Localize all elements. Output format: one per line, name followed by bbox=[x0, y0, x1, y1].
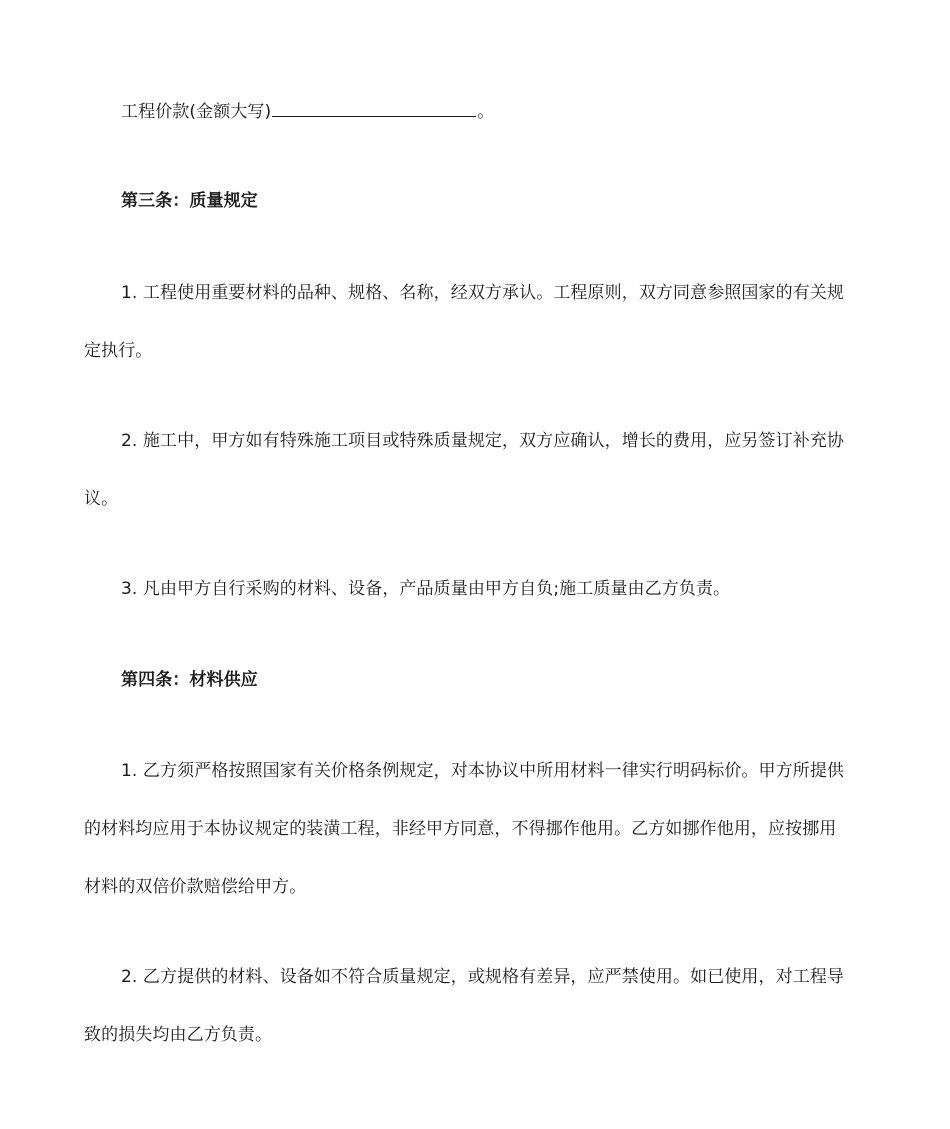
price-blank bbox=[272, 98, 476, 117]
article3-item2-line1: 2. 施工中，甲方如有特殊施工项目或特殊质量规定，双方应确认，增长的费用，应另签订补充协 bbox=[121, 431, 845, 451]
article3-item3-line1: 3. 凡由甲方自行采购的材料、设备，产品质量由甲方自负;施工质量由乙方负责。 bbox=[121, 579, 731, 599]
article4-item2-line1: 2. 乙方提供的材料、设备如不符合质量规定，或规格有差异，应严禁使用。如已使用，对工程导 bbox=[121, 967, 845, 987]
price-line bbox=[121, 98, 494, 124]
article3-item1-line2: 定执行。 bbox=[84, 341, 153, 361]
article4-heading: 第四条：材料供应 bbox=[121, 670, 258, 690]
article4-item1-line3: 材料的双倍价款赔偿给甲方。 bbox=[84, 877, 307, 897]
price-label: 工程价款(金额大写) bbox=[121, 102, 272, 122]
article3-item2-line2: 议。 bbox=[84, 489, 119, 509]
article4-item1-line2: 的材料均应用于本协议规定的装潢工程，非经甲方同意，不得挪作他用。乙方如挪作他用，应按挪用 bbox=[84, 819, 837, 839]
price-end: 。 bbox=[477, 102, 495, 122]
article3-item1-line1: 1. 工程使用重要材料的品种、规格、名称，经双方承认。工程原则，双方同意参照国家的有关规 bbox=[121, 283, 845, 303]
article4-item2-line2: 致的损失均由乙方负责。 bbox=[84, 1025, 273, 1045]
article4-item1-line1: 1. 乙方须严格按照国家有关价格条例规定，对本协议中所用材料一律实行明码标价。甲方所提供 bbox=[121, 761, 845, 781]
article3-heading: 第三条：质量规定 bbox=[121, 191, 258, 211]
